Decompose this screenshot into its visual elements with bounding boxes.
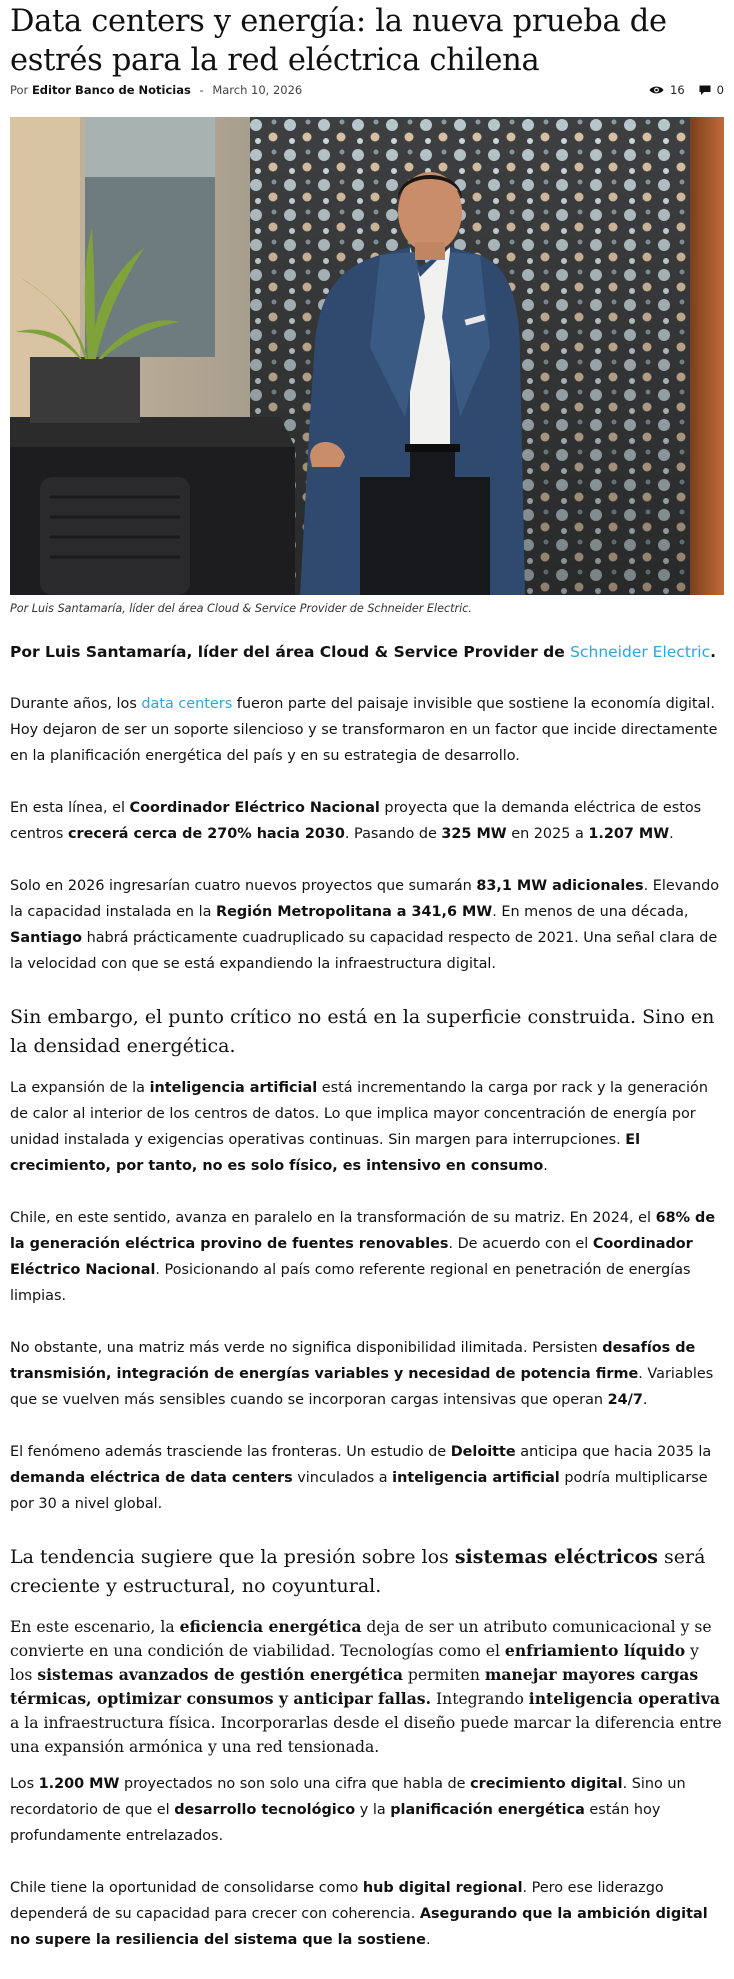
text: . xyxy=(425,1932,431,1948)
bold-text: 1.200 MW xyxy=(38,1776,120,1792)
text: . xyxy=(669,826,674,842)
paragraph-4 xyxy=(10,1075,724,1179)
bold-text: Asegurando que la ambición digital no supere la resiliencia del sistema que la sostiene xyxy=(10,1906,708,1948)
text: están hoy profundamente entrelazados. xyxy=(10,1802,661,1844)
views-count: 16 xyxy=(670,83,685,97)
bold-text: Región Metropolitana a 341,6 MW xyxy=(216,904,493,920)
bold-text: crecerá cerca de 270% hacia 2030 xyxy=(68,826,345,842)
bold-text: Coordinador Eléctrico Nacional xyxy=(129,800,380,816)
bold-text: El crecimiento, por tanto, no es solo físico, es intensivo en consumo xyxy=(10,1132,641,1174)
text: No obstante, una matriz más verde no significa disponibilidad ilimitada. Persisten xyxy=(10,1340,603,1356)
bold-text: Santiago xyxy=(10,930,83,946)
heading-text: será creciente y estructural, no coyuntural. xyxy=(10,1546,706,1597)
intro-text: Por Luis Santamaría, líder del área Cloud & Service Provider de xyxy=(10,643,571,661)
publish-date: March 10, 2026 xyxy=(212,83,303,97)
bold-text: manejar mayores cargas térmicas, optimizar consumos y anticipar fallas. xyxy=(10,1665,699,1708)
views-counter xyxy=(649,83,685,97)
paragraph-1 xyxy=(10,691,724,769)
comments-counter[interactable] xyxy=(699,83,724,97)
comments-count: 0 xyxy=(716,83,724,97)
bold-text: sistemas avanzados de gestión energética xyxy=(37,1665,403,1684)
article-title: Data centers y energía: la nueva prueba de estrés para la red eléctrica chilena xyxy=(10,4,667,78)
bold-text: 1.207 MW xyxy=(588,826,670,842)
text: y los xyxy=(10,1642,699,1684)
heading-bold: sistemas eléctricos xyxy=(454,1546,658,1568)
text: . xyxy=(642,1392,648,1408)
author-link[interactable]: Editor Banco de Noticias xyxy=(31,83,191,97)
featured-photo xyxy=(10,117,724,595)
bold-text: 325 MW xyxy=(441,826,507,842)
paragraph-5 xyxy=(10,1205,724,1309)
featured-image xyxy=(10,117,724,595)
bold-text: Deloitte xyxy=(450,1444,516,1460)
text: fueron parte del paisaje invisible que sostiene la economía digital. Hoy dejaron de ser un soporte silencioso y se transformaron en un factor que incide directamente en la planificación energética del país y en su estrategia de desarrollo. xyxy=(10,696,718,764)
text: . Sino un recordatorio de que el xyxy=(10,1776,686,1818)
bold-text: 24/7 xyxy=(607,1392,643,1408)
meta-separator: - xyxy=(199,83,204,97)
article-body xyxy=(10,639,724,1979)
paragraph-2 xyxy=(10,795,724,847)
text: Los xyxy=(10,1776,39,1792)
image-caption: Por Luis Santamaría, líder del área Cloud & Service Provider de Schneider Electric. xyxy=(10,602,472,615)
text: . De acuerdo con el xyxy=(448,1236,593,1252)
paragraph-3 xyxy=(10,873,724,977)
text: Durante años, los xyxy=(10,696,142,712)
bold-text: enfriamiento líquido xyxy=(504,1641,686,1660)
text: En este escenario, la xyxy=(10,1618,180,1636)
text: . Pasando de xyxy=(344,826,442,842)
text: deja de ser un atributo comunicacional y se convierte en una condición de viabilidad. Tecnologías como el xyxy=(10,1618,712,1660)
text: El fenómeno además trasciende las fronteras. Un estudio de xyxy=(10,1444,451,1460)
text: La expansión de la xyxy=(10,1080,150,1096)
heading-text: La tendencia sugiere que la presión sobre los xyxy=(10,1546,455,1568)
article-meta xyxy=(10,83,724,103)
text: Chile tiene la oportunidad de consolidarse como xyxy=(10,1880,363,1896)
bold-text: demanda eléctrica de data centers xyxy=(10,1470,293,1486)
text: podría multiplicarse por 30 a nivel global. xyxy=(10,1470,708,1512)
bold-text: planificación energética xyxy=(390,1802,585,1818)
text: . Elevando la capacidad instalada en la xyxy=(10,878,720,920)
byline-prefix: Por xyxy=(10,83,29,97)
paragraph-8 xyxy=(10,1615,724,1759)
text: a la infraestructura física. Incorporarlas desde el diseño puede marcar la diferencia entre una expansión armónica y una red tensionada. xyxy=(10,1714,722,1756)
bold-text: inteligencia artificial xyxy=(149,1080,318,1096)
bold-text: 68% de la generación eléctrica provino de fuentes renovables xyxy=(10,1210,716,1252)
schneider-electric-link[interactable]: Schneider Electric xyxy=(570,643,711,661)
intro-text-end: . xyxy=(710,643,716,661)
bold-text: Coordinador Eléctrico Nacional xyxy=(10,1236,693,1278)
text: vinculados a xyxy=(292,1470,393,1486)
bold-text: desafíos de transmisión, integración de energías variables y necesidad de potencia firme xyxy=(10,1340,696,1382)
text: en 2025 a xyxy=(506,826,589,842)
data-centers-link[interactable]: data centers xyxy=(141,696,233,712)
bold-text: eficiencia energética xyxy=(179,1617,362,1636)
text: anticipa que hacia 2035 la xyxy=(515,1444,712,1460)
text: . xyxy=(543,1158,548,1174)
text: habrá prácticamente cuadruplicado su capacidad respecto de 2021. Una señal clara de la velocidad con que se está expandiendo la infraestructura digital. xyxy=(10,930,718,972)
text: . Variables que se vuelven más sensibles cuando se incorporan cargas intensivas que operan xyxy=(10,1366,714,1408)
bold-text: hub digital regional xyxy=(362,1880,523,1896)
bold-text: inteligencia operativa xyxy=(528,1689,720,1708)
comment-icon xyxy=(699,85,711,96)
text: . Posicionando al país como referente regional en penetración de energías limpias. xyxy=(10,1262,691,1304)
bold-text: crecimiento digital xyxy=(470,1776,623,1792)
text: Chile, en este sentido, avanza en paralelo en la transformación de su matriz. En 2024, el xyxy=(10,1210,656,1226)
text: Solo en 2026 ingresarían cuatro nuevos proyectos que sumarán xyxy=(10,878,477,894)
article-intro xyxy=(10,639,724,665)
text: proyectados no son solo una cifra que habla de xyxy=(119,1776,471,1792)
text: . Pero ese liderazgo dependerá de su capacidad para crecer con coherencia. xyxy=(10,1880,664,1922)
eye-icon xyxy=(649,85,664,95)
text: . En menos de una década, xyxy=(492,904,689,920)
text: y la xyxy=(355,1802,391,1818)
section-heading-1: Sin embargo, el punto crítico no está en la superficie construida. Sino en la densidad energética. xyxy=(10,1006,715,1057)
text: Integrando xyxy=(431,1690,529,1708)
paragraph-6 xyxy=(10,1335,724,1413)
paragraph-7 xyxy=(10,1439,724,1517)
paragraph-9 xyxy=(10,1771,724,1849)
bold-text: inteligencia artificial xyxy=(392,1470,560,1486)
article-stats xyxy=(649,83,724,97)
text: proyecta que la demanda eléctrica de estos centros xyxy=(10,800,702,842)
text: está incrementando la carga por rack y la generación de calor al interior de los centros de datos. Lo que implica mayor concentración de energía por unidad instalada y exigencias operativas continuas. Sin margen para interrupciones. xyxy=(10,1080,708,1148)
bold-text: 83,1 MW adicionales xyxy=(476,878,644,894)
section-heading-2 xyxy=(10,1543,724,1601)
text: En esta línea, el xyxy=(10,800,130,816)
text: permiten xyxy=(402,1666,485,1684)
bold-text: desarrollo tecnológico xyxy=(174,1802,356,1818)
paragraph-10 xyxy=(10,1875,724,1953)
